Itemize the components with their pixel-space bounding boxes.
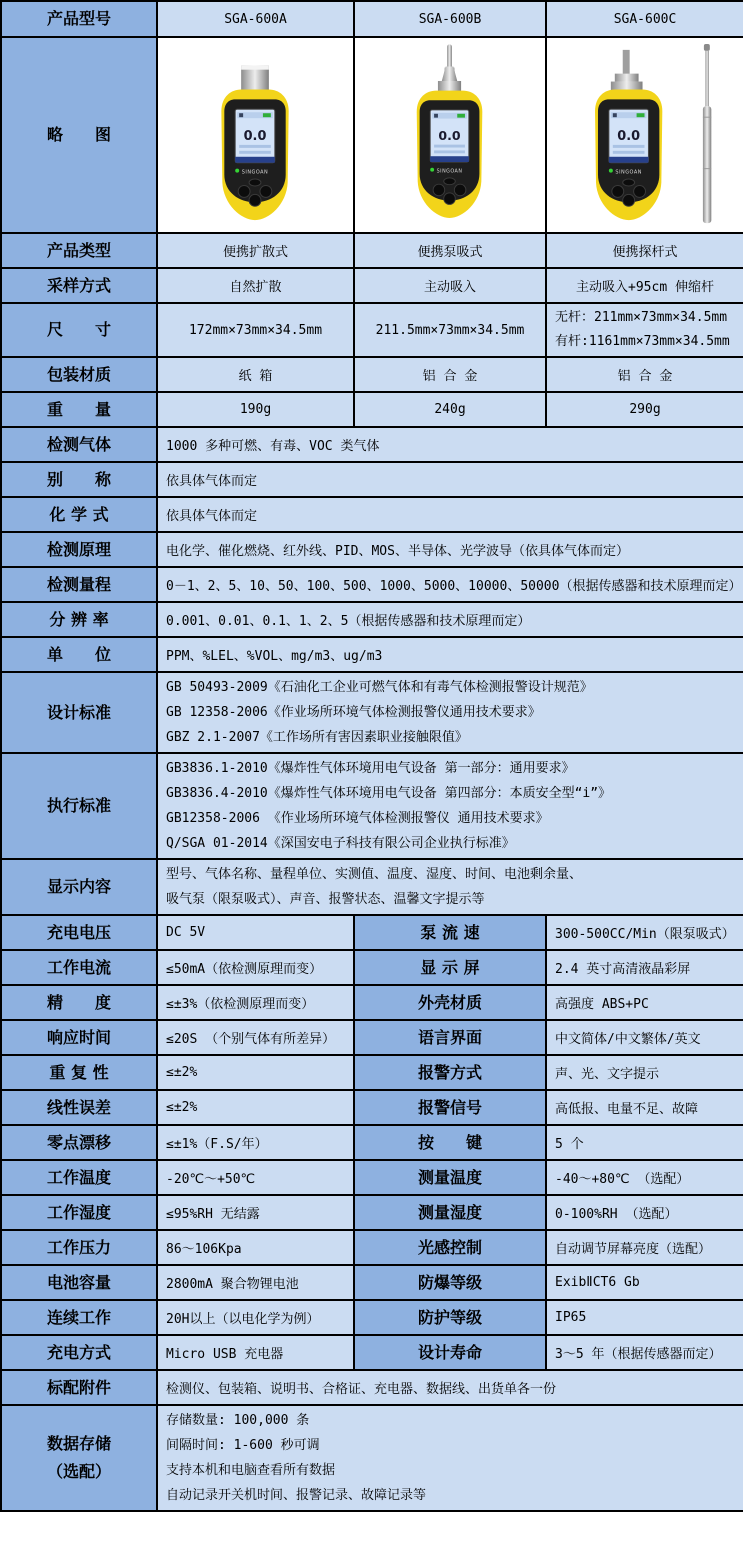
label-protection-grade: 防护等级 (354, 1300, 546, 1335)
detect-gas-value: 1000 多种可燃、有毒、VOC 类气体 (157, 427, 743, 462)
brand-text: SINGOAN (241, 169, 269, 176)
label-product-model: 产品型号 (1, 1, 157, 37)
measure-humidity-value: 0-100%RH （选配） (546, 1195, 743, 1230)
working-humidity-value: ≤95%RH 无结露 (157, 1195, 354, 1230)
label-pump-flow: 泵 流 速 (354, 915, 546, 950)
label-design-life: 设计寿命 (354, 1335, 546, 1370)
label-repeatability: 重 复 性 (1, 1055, 157, 1090)
label-display-screen: 显 示 屏 (354, 950, 546, 985)
buttons-value: 5 个 (546, 1125, 743, 1160)
label-detect-range: 检测量程 (1, 567, 157, 602)
design-standard-line: GB 50493-2009《石油化工企业可燃气体和有毒气体检测报警设计规范》 (166, 680, 593, 695)
product-image-sga-600c (547, 38, 743, 232)
display-content-line: 型号、气体名称、量程单位、实测值、温度、湿度、时间、电池剩余量、 (166, 867, 583, 882)
data-storage-line: 存储数量: 100,000 条 (166, 1413, 310, 1428)
row-charge-voltage-pump-flow (1, 915, 743, 950)
dimensions-a: 172mm×73mm×34.5mm (157, 303, 354, 357)
charge-voltage-value: DC 5V (157, 915, 354, 950)
detect-range-value: 0－1、2、5、10、50、100、500、1000、5000、10000、50000（根据传感器和技术原理而定） (157, 567, 743, 602)
label-explosion-proof-grade: 防爆等级 (354, 1265, 546, 1300)
alarm-signal-value: 高低报、电量不足、故障 (546, 1090, 743, 1125)
row-detect-range (1, 567, 743, 602)
label-battery-capacity: 电池容量 (1, 1265, 157, 1300)
label-measure-temp: 测量温度 (354, 1160, 546, 1195)
label-resolution: 分 辨 率 (1, 602, 157, 637)
label-alias: 别 称 (1, 462, 157, 497)
label-working-pressure: 工作压力 (1, 1230, 157, 1265)
label-data-storage-line1: 数据存储 (46, 1434, 111, 1453)
status-led (609, 169, 613, 173)
alarm-mode-value: 声、光、文字提示 (546, 1055, 743, 1090)
chemical-formula-value: 依具体气体而定 (157, 497, 743, 532)
row-response-time-language (1, 1020, 743, 1055)
sensor-head (241, 66, 269, 94)
row-working-temp-measure-temp (1, 1160, 743, 1195)
label-product-type: 产品类型 (1, 233, 157, 268)
zero-drift-value: ≤±1%（F.S/年） (157, 1125, 354, 1160)
row-display-content (1, 859, 743, 915)
row-unit (1, 637, 743, 672)
sketch-cell-b (354, 37, 546, 233)
row-resolution (1, 602, 743, 637)
data-storage-line: 自动记录开关机时间、报警记录、故障记录等 (166, 1488, 427, 1503)
data-storage-line: 支持本机和电脑查看所有数据 (166, 1463, 336, 1478)
dimensions-c-no-rod: 无杆：211mm×73mm×34.5mm (555, 310, 728, 325)
label-working-humidity: 工作湿度 (1, 1195, 157, 1230)
detect-principle-value: 电化学、催化燃烧、红外线、PID、MOS、半导体、光学波导（依具体气体而定） (157, 532, 743, 567)
data-storage-line: 间隔时间: 1-600 秒可调 (166, 1438, 320, 1453)
label-exec-standard: 执行标准 (1, 753, 157, 859)
row-working-current-display-screen (1, 950, 743, 985)
svg-text:0.0: 0.0 (438, 127, 461, 143)
design-life-value: 3～5 年（根据传感器而定） (546, 1335, 743, 1370)
label-accessories: 标配附件 (1, 1370, 157, 1405)
brand-text: SINGOAN (615, 169, 642, 176)
label-charge-voltage: 充电电压 (1, 915, 157, 950)
alias-value: 依具体气体而定 (157, 462, 743, 497)
device-screen (235, 109, 275, 162)
working-pressure-value: 86～106Kpa (157, 1230, 354, 1265)
telescopic-rod (703, 44, 711, 223)
model-name-b: SGA-600B (354, 1, 546, 37)
label-detect-gas: 检测气体 (1, 427, 157, 462)
label-sketch: 略 图 (1, 37, 157, 233)
design-standard-line: GBZ 2.1-2007《工作场所有害因素职业接触限值》 (166, 730, 468, 745)
label-dimensions: 尺 寸 (1, 303, 157, 357)
sampling-a: 自然扩散 (157, 268, 354, 303)
sketch-cell-a (157, 37, 354, 233)
row-continuous-work-protection-grade (1, 1300, 743, 1335)
light-control-value: 自动调节屏幕亮度（选配） (546, 1230, 743, 1265)
model-name-a: SGA-600A (157, 1, 354, 37)
row-chemical-formula (1, 497, 743, 532)
continuous-work-value: 20H以上（以电化学为例） (157, 1300, 354, 1335)
row-product-type (1, 233, 743, 268)
exec-standard-line: GB3836.1-2010《爆炸性气体环境用电气设备 第一部分：通用要求》 (166, 761, 575, 776)
design-standard-line: GB 12358-2006《作业场所环境气体检测报警仪通用技术要求》 (166, 705, 541, 720)
row-working-humidity-measure-humidity (1, 1195, 743, 1230)
explosion-proof-grade-value: ExibⅡCT6 Gb (546, 1265, 743, 1300)
packing-c: 铝 合 金 (546, 357, 743, 392)
label-display-content: 显示内容 (1, 859, 157, 915)
label-charge-method: 充电方式 (1, 1335, 157, 1370)
label-unit: 单 位 (1, 637, 157, 672)
weight-c: 290g (546, 392, 743, 427)
model-name-c: SGA-600C (546, 1, 743, 37)
product-image-sga-600b (355, 38, 545, 232)
shell-material-value: 高强度 ABS+PC (546, 985, 743, 1020)
protection-grade-value: IP65 (546, 1300, 743, 1335)
accessories-value: 检测仪、包装箱、说明书、合格证、充电器、数据线、出货单各一份 (157, 1370, 743, 1405)
row-dimensions (1, 303, 743, 357)
status-led (235, 169, 239, 173)
row-alias (1, 462, 743, 497)
working-temp-value: -20℃～+50℃ (157, 1160, 354, 1195)
exec-standard-line: GB12358-2006 《作业场所环境气体检测报警仪 通用技术要求》 (166, 811, 549, 826)
label-working-temp: 工作温度 (1, 1160, 157, 1195)
label-continuous-work: 连续工作 (1, 1300, 157, 1335)
label-precision: 精 度 (1, 985, 157, 1020)
row-product-model (1, 1, 743, 37)
design-standard-value (157, 672, 743, 753)
pump-flow-value: 300-500CC/Min（限泵吸式） (546, 915, 743, 950)
row-zero-drift-buttons (1, 1125, 743, 1160)
linearity-error-value: ≤±2% (157, 1090, 354, 1125)
label-data-storage-line2: （选配） (46, 1462, 111, 1481)
row-weight (1, 392, 743, 427)
device-screen (430, 110, 469, 162)
working-current-value: ≤50mA（依检测原理而变） (157, 950, 354, 985)
response-time-value: ≤20S （个别气体有所差异） (157, 1020, 354, 1055)
unit-value: PPM、%LEL、%VOL、mg/m3、ug/m3 (157, 637, 743, 672)
label-alarm-mode: 报警方式 (354, 1055, 546, 1090)
resolution-value: 0.001、0.01、0.1、1、2、5（根据传感器和技术原理而定） (157, 602, 743, 637)
display-screen-value: 2.4 英寸高清液晶彩屏 (546, 950, 743, 985)
row-charge-method-design-life (1, 1335, 743, 1370)
row-design-standard (1, 672, 743, 753)
data-storage-value (157, 1405, 743, 1511)
packing-a: 纸 箱 (157, 357, 354, 392)
language-ui-value: 中文简体/中文繁体/英文 (546, 1020, 743, 1055)
exec-standard-line: GB3836.4-2010《爆炸性气体环境用电气设备 第四部分：本质安全型“i”》 (166, 786, 612, 801)
dimensions-b: 211.5mm×73mm×34.5mm (354, 303, 546, 357)
label-sampling-method: 采样方式 (1, 268, 157, 303)
sampling-c: 主动吸入+95cm 伸缩杆 (546, 268, 743, 303)
dimensions-c (546, 303, 743, 357)
charge-method-value: Micro USB 充电器 (157, 1335, 354, 1370)
battery-capacity-value: 2800mA 聚合物锂电池 (157, 1265, 354, 1300)
product-type-b: 便携泵吸式 (354, 233, 546, 268)
label-working-current: 工作电流 (1, 950, 157, 985)
measure-temp-value: -40～+80℃ （选配） (546, 1160, 743, 1195)
label-response-time: 响应时间 (1, 1020, 157, 1055)
product-type-a: 便携扩散式 (157, 233, 354, 268)
row-accessories (1, 1370, 743, 1405)
display-content-line: 吸气泵（限泵吸式）、声音、报警状态、温馨文字提示等 (166, 892, 485, 907)
label-design-standard: 设计标准 (1, 672, 157, 753)
label-buttons: 按 键 (354, 1125, 546, 1160)
display-content-value (157, 859, 743, 915)
label-data-storage (1, 1405, 157, 1511)
row-exec-standard (1, 753, 743, 859)
weight-a: 190g (157, 392, 354, 427)
packing-b: 铝 合 金 (354, 357, 546, 392)
pump-probe (438, 44, 461, 92)
row-working-pressure-light-control (1, 1230, 743, 1265)
label-language-ui: 语言界面 (354, 1020, 546, 1055)
sketch-cell-c (546, 37, 743, 233)
exec-standard-line: Q/SGA 01-2014《深国安电子科技有限公司企业执行标准》 (166, 836, 515, 851)
row-detect-gas (1, 427, 743, 462)
status-led (430, 168, 434, 172)
row-sampling-method (1, 268, 743, 303)
label-zero-drift: 零点漂移 (1, 1125, 157, 1160)
row-packing-material (1, 357, 743, 392)
label-chemical-formula: 化 学 式 (1, 497, 157, 532)
weight-b: 240g (354, 392, 546, 427)
precision-value: ≤±3%（依检测原理而变） (157, 985, 354, 1020)
product-type-c: 便携探杆式 (546, 233, 743, 268)
row-sketch (1, 37, 743, 233)
svg-text:0.0: 0.0 (617, 128, 641, 144)
label-alarm-signal: 报警信号 (354, 1090, 546, 1125)
exec-standard-value (157, 753, 743, 859)
row-repeatability-alarm-mode (1, 1055, 743, 1090)
probe-stub (611, 50, 643, 92)
product-image-sga-600a (158, 38, 353, 232)
row-detect-principle (1, 532, 743, 567)
label-light-control: 光感控制 (354, 1230, 546, 1265)
dimensions-c-with-rod: 有杆:1161mm×73mm×34.5mm (555, 334, 730, 349)
sampling-b: 主动吸入 (354, 268, 546, 303)
row-precision-shell-material (1, 985, 743, 1020)
row-data-storage (1, 1405, 743, 1511)
brand-text: SINGOAN (436, 169, 463, 175)
row-battery-explosion-proof (1, 1265, 743, 1300)
label-detect-principle: 检测原理 (1, 532, 157, 567)
label-shell-material: 外壳材质 (354, 985, 546, 1020)
repeatability-value: ≤±2% (157, 1055, 354, 1090)
row-linearity-alarm-signal (1, 1090, 743, 1125)
label-weight: 重 量 (1, 392, 157, 427)
label-linearity-error: 线性误差 (1, 1090, 157, 1125)
device-screen (609, 109, 649, 162)
label-packing-material: 包装材质 (1, 357, 157, 392)
label-measure-humidity: 测量湿度 (354, 1195, 546, 1230)
svg-text:0.0: 0.0 (243, 128, 267, 144)
